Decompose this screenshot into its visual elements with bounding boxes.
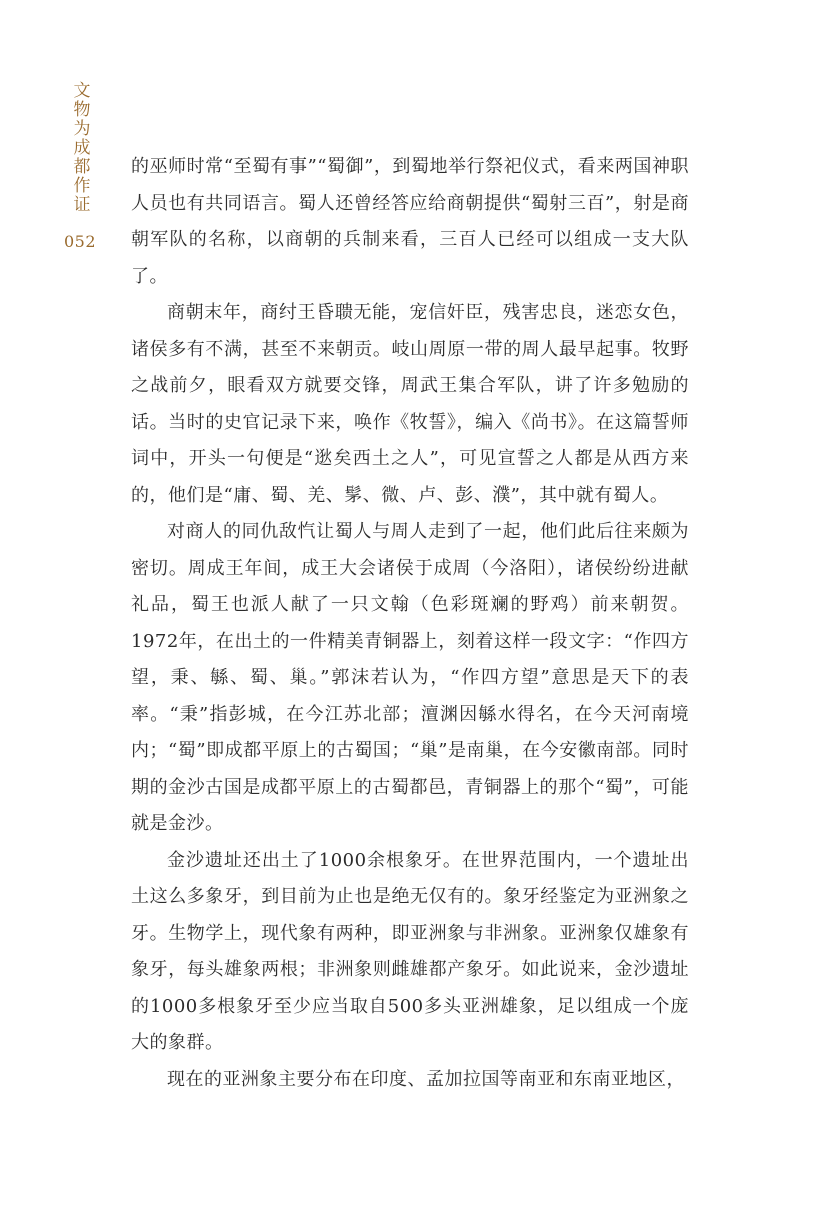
paragraph: 商朝末年，商纣王昏聩无能，宠信奸臣，残害忠良，迷恋女色，诸侯多有不满，甚至不来朝贡。岐山周原一带的周人最早起事。牧野之战前夕，眼看双方就要交锋，周武王集合军队，讲了许多勉励的话。当时的史官记录下来，唤作《牧誓》，编入《尚书》。在这篇誓师词中，开头一句便是“逖矣西土之人”，可见宣誓之人都是从西方来的，他们是“庸、蜀、羌、髳、微、卢、彭、濮”，其中就有蜀人。 xyxy=(131,302,689,506)
running-book-title: 文物为成都作证 xyxy=(73,81,91,215)
paragraph: 金沙遗址还出土了1000余根象牙。在世界范围内，一个遗址出土这么多象牙，到目前为止也是绝无仅有的。象牙经鉴定为亚洲象之牙。生物学上，现代象有两种，即亚洲象与非洲象。亚洲象仅雄象有象牙，每头雄象两根；非洲象则雌雄都产象牙。如此说来，金沙遗址的1000多根象牙至少应当取自500多头亚洲雄象，足以组成一个庞大的象群。 xyxy=(131,849,689,1053)
paragraph: 对商人的同仇敌忾让蜀人与周人走到了一起，他们此后往来颇为密切。周成王年间，成王大会诸侯于成周（今洛阳），诸侯纷纷进献礼品，蜀王也派人献了一只文翰（色彩斑斓的野鸡）前来朝贺。1972年，在出土的一件精美青铜器上，刻着这样一段文字：“作四方望，秉、緐、蜀、巢。”郭沫若认为，“作四方望”意思是天下的表率。“秉”指彭城，在今江苏北部；澶渊因緐水得名，在今天河南境内；“蜀”即成都平原上的古蜀国；“巢”是南巢，在今安徽南部。同时期的金沙古国是成都平原上的古蜀都邑，青铜器上的那个“蜀”，可能就是金沙。 xyxy=(131,521,689,834)
paragraph: 现在的亚洲象主要分布在印度、孟加拉国等南亚和东南亚地区， xyxy=(167,1068,685,1090)
page-number: 052 xyxy=(64,232,97,251)
paragraph: 的巫师时常“至蜀有事”“蜀御”，到蜀地举行祭祀仪式，看来两国神职人员也有共同语言。蜀人还曾经答应给商朝提供“蜀射三百”，射是商朝军队的名称，以商朝的兵制来看，三百人已经可以组成一支大队了。 xyxy=(131,156,689,287)
body-text xyxy=(131,149,689,1098)
